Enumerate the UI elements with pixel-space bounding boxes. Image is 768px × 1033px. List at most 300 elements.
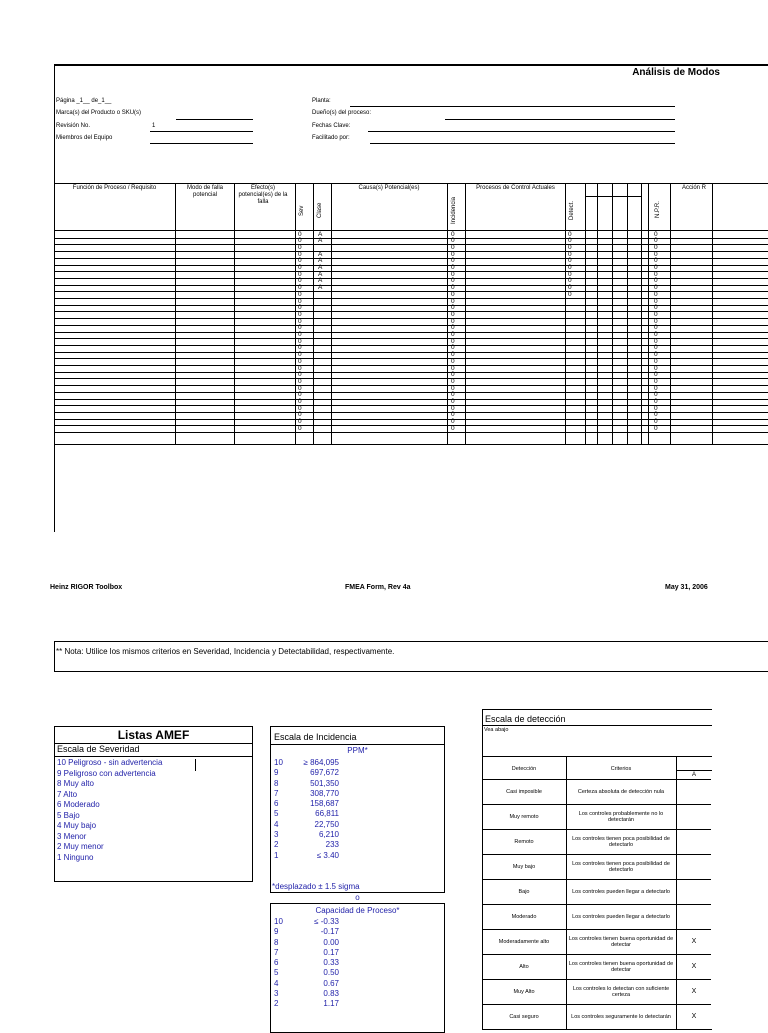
table-cell-inc[interactable]: 0: [451, 351, 455, 359]
table-cell-clase[interactable]: A: [318, 250, 323, 258]
scale-rank: 5: [274, 809, 279, 819]
table-cell-sev[interactable]: 0: [298, 351, 302, 359]
det-top-line: [482, 709, 712, 710]
col-header-controles: Procesos de Control Actuales: [476, 185, 555, 191]
det-cell-deteccion: Bajo: [518, 888, 530, 895]
capacidad-box: [270, 903, 445, 1033]
scale-value: ≤ -0.33: [314, 917, 339, 926]
scale-row: [274, 830, 424, 840]
table-cell-inc[interactable]: 0: [451, 237, 455, 245]
table-cell-det[interactable]: 0: [568, 284, 572, 292]
table-cell-sev[interactable]: 0: [298, 384, 302, 392]
det-col-criterios: Criterios: [610, 766, 632, 772]
table-cell-det[interactable]: 0: [568, 290, 572, 298]
table-cell-sev[interactable]: 0: [298, 398, 302, 405]
table-cell-npr[interactable]: 0: [654, 404, 658, 412]
field-revision-line: [150, 131, 253, 132]
table-row-line: [54, 291, 768, 292]
col-header-causa: Causa(s) Potencial(es): [358, 185, 420, 191]
table-cell-inc[interactable]: 0: [451, 364, 455, 372]
table-cell-inc[interactable]: 0: [451, 317, 455, 325]
footer-right: May 31, 2006: [665, 584, 708, 591]
det-cell-deteccion: Muy bajo: [512, 863, 536, 870]
table-cell-npr[interactable]: 0: [654, 290, 658, 298]
table-cell-sev[interactable]: 0: [298, 404, 302, 412]
table-row-line: [54, 271, 768, 272]
det-row: [482, 929, 711, 954]
incidencia-title-line: [271, 744, 444, 745]
table-cell-npr[interactable]: 0: [654, 324, 658, 332]
col-header-modo: Modo de falla potencial: [186, 185, 224, 198]
table-cell-npr[interactable]: 0: [654, 424, 658, 432]
scale-row: [274, 768, 424, 778]
scale-value: 6,210: [318, 830, 339, 840]
det-col3-line: [676, 770, 712, 771]
col-header-clase: Clase: [317, 202, 323, 218]
table-cell-inc[interactable]: 0: [451, 371, 455, 379]
field-fechas-line[interactable]: [368, 131, 675, 132]
scale-row: [274, 789, 424, 799]
ppm-list: [274, 758, 424, 861]
table-cell-sev[interactable]: 0: [298, 304, 302, 312]
table-row-line: [54, 392, 768, 393]
table-cell-inc[interactable]: 0: [451, 331, 455, 338]
scale-rank: 9: [274, 927, 279, 937]
scale-value: 0.17: [323, 947, 339, 957]
det-cell-deteccion: Muy Alto: [513, 988, 535, 995]
table-cell-clase[interactable]: A: [318, 277, 323, 285]
severidad-subtitle: Escala de Severidad: [57, 744, 140, 754]
table-cell-inc[interactable]: 0: [451, 257, 455, 265]
scale-rank: 4: [274, 819, 279, 829]
table-cell-npr[interactable]: 0: [654, 371, 658, 379]
col-header-detect: Detect.: [569, 200, 575, 220]
det-cell-criterio: Los controles tienen poca posibilidad de detectarlo: [572, 860, 670, 873]
table-cell-npr[interactable]: 0: [654, 317, 658, 325]
incidencia-box: [270, 726, 445, 893]
col-header-accion: Acción R: [682, 185, 707, 191]
table-row-line: [54, 244, 768, 245]
field-miembros-line[interactable]: [150, 143, 253, 144]
table-cell-npr[interactable]: 0: [654, 384, 658, 392]
table-cell-inc[interactable]: 0: [451, 418, 455, 426]
det-row: [482, 804, 711, 829]
incidencia-title: Escala de Incidencia: [274, 732, 357, 742]
scale-value: ≤ 3.40: [316, 850, 339, 860]
table-col-line: [648, 183, 649, 444]
table-row-line: [54, 365, 768, 366]
cap-list: [274, 917, 424, 1010]
scale-rank: 7: [274, 788, 279, 798]
det-row: [482, 854, 711, 879]
table-cell-sev[interactable]: 0: [298, 297, 302, 305]
det-row: [482, 904, 711, 929]
scale-rank: 10: [274, 917, 283, 926]
table-cell-npr[interactable]: 0: [654, 277, 658, 285]
det-cell-mark[interactable]: [676, 805, 712, 829]
table-cell-inc[interactable]: 0: [451, 310, 455, 318]
scale-value: 233: [325, 840, 339, 850]
deteccion-panel: [482, 709, 712, 1029]
det-cell-mark[interactable]: [676, 880, 712, 904]
table-cell-inc[interactable]: 0: [451, 230, 455, 238]
det-cell-deteccion: Casi imposible: [506, 788, 542, 795]
table-cell-det[interactable]: 0: [568, 237, 572, 245]
det-cell-deteccion: Moderado: [511, 913, 537, 920]
scale-row: [274, 958, 424, 968]
scale-value: 501,350: [310, 778, 339, 788]
table-row-line: [54, 358, 768, 359]
det-cell-mark[interactable]: X: [691, 962, 697, 970]
scale-rank: 2: [274, 999, 279, 1009]
table-cell-det[interactable]: 0: [568, 250, 572, 258]
scale-value: 0.00: [323, 937, 339, 947]
severity-item[interactable]: 5 Bajo: [57, 810, 80, 820]
severity-item[interactable]: 2 Muy menor: [57, 842, 104, 851]
table-cell-npr[interactable]: 0: [654, 357, 658, 365]
table-cell-det[interactable]: 0: [568, 264, 572, 271]
severity-item[interactable]: 10 Peligroso - sin advertencia: [57, 758, 163, 767]
scale-value: 0.33: [323, 958, 339, 968]
scale-rank: 3: [274, 830, 279, 840]
field-pagina-label: Página _1__ de_1__: [56, 98, 112, 104]
table-cell-inc[interactable]: 0: [451, 337, 455, 345]
table-col-line: [565, 183, 566, 444]
scale-row: [274, 927, 424, 937]
table-cell-sev[interactable]: 0: [298, 237, 302, 245]
table-cell-inc[interactable]: 0: [451, 398, 455, 405]
det-cell-mark[interactable]: [676, 830, 712, 854]
table-cell-clase[interactable]: A: [318, 284, 323, 292]
scale-rank: 9: [274, 768, 279, 778]
det-row: [482, 954, 711, 979]
table-cell-npr[interactable]: 0: [654, 310, 658, 318]
scale-row: [274, 758, 424, 768]
table-cell-inc[interactable]: 0: [451, 377, 455, 385]
det-cell-mark[interactable]: [676, 780, 712, 804]
table-row-line: [54, 251, 768, 252]
table-cell-sev[interactable]: 0: [298, 270, 302, 278]
table-cell-inc[interactable]: 0: [451, 290, 455, 298]
scale-rank: 10: [274, 758, 283, 767]
table-cell-sev[interactable]: 0: [298, 411, 302, 419]
table-row-line: [54, 338, 768, 339]
table-cell-npr[interactable]: 0: [654, 351, 658, 359]
table-cell-npr[interactable]: 0: [654, 391, 658, 399]
table-col-line: [54, 183, 55, 444]
severity-item[interactable]: 4 Muy bajo: [57, 821, 97, 830]
scale-row: [274, 799, 424, 809]
det-cell-deteccion: Moderadamente alto: [498, 938, 550, 945]
table-cell-npr[interactable]: 0: [654, 230, 658, 238]
det-title-line: [482, 725, 712, 726]
table-cell-sev[interactable]: 0: [298, 264, 302, 271]
table-col-line: [295, 183, 296, 444]
severity-item[interactable]: 3 Menor: [57, 831, 87, 841]
table-row-line: [54, 238, 768, 239]
table-row-line: [54, 325, 768, 326]
table-cell-npr[interactable]: 0: [654, 243, 658, 251]
det-cell-mark[interactable]: [676, 855, 712, 879]
table-cell-npr[interactable]: 0: [654, 337, 658, 345]
table-cell-sev[interactable]: 0: [298, 310, 302, 318]
table-cell-inc[interactable]: 0: [451, 264, 455, 271]
table-row-line: [54, 265, 768, 266]
ppm-header: PPM*: [347, 746, 368, 755]
table-cell-sev[interactable]: 0: [298, 364, 302, 372]
det-bottom-line: [482, 1029, 712, 1030]
table-cell-inc[interactable]: 0: [451, 324, 455, 332]
table-cell-sev[interactable]: 0: [298, 230, 302, 238]
scale-value: 308,770: [310, 788, 339, 798]
det-col-deteccion: Detección: [511, 766, 537, 772]
det-row: [482, 779, 711, 804]
table-row-line: [54, 372, 768, 373]
det-cell-criterio: Los controles tienen buena oportunidad de detectar: [568, 935, 674, 948]
table-row-line: [54, 258, 768, 259]
table-cell-sev[interactable]: 0: [298, 257, 302, 265]
scale-rank: 6: [274, 799, 279, 809]
severity-item[interactable]: 8 Muy alto: [57, 779, 94, 788]
ppm-note: *desplazado ± 1.5 sigma: [272, 882, 360, 891]
table-cell-clase[interactable]: A: [318, 270, 323, 278]
table-cell-inc[interactable]: 0: [451, 344, 455, 352]
table-cell-npr[interactable]: 0: [654, 284, 658, 292]
table-col-line: [712, 183, 713, 444]
table-cell-clase[interactable]: A: [318, 230, 323, 238]
scale-row: [274, 938, 424, 948]
table-cell-sev[interactable]: 0: [298, 344, 302, 352]
det-cell-criterio: Certeza absoluta de detección nula: [577, 788, 665, 795]
field-revision-label: Revisión No.: [56, 123, 91, 129]
table-cell-inc[interactable]: 0: [451, 270, 455, 278]
det-cell-criterio: Los controles probablemente no lo detectarán: [578, 810, 664, 823]
table-cell-sev[interactable]: 0: [298, 284, 302, 292]
det-row: [482, 979, 711, 1004]
table-cell-npr[interactable]: 0: [654, 331, 658, 338]
table-cell-det[interactable]: 0: [568, 277, 572, 285]
det-title: Escala de detección: [485, 714, 566, 724]
table-row-line: [54, 432, 768, 433]
det-row: [482, 879, 711, 904]
table-cell-inc[interactable]: 0: [451, 357, 455, 365]
det-col-a: A: [691, 772, 696, 778]
table-cell-npr[interactable]: 0: [654, 304, 658, 312]
table-cell-npr[interactable]: 0: [654, 297, 658, 305]
text-cursor: [195, 759, 196, 771]
table-col-line: [313, 183, 314, 444]
table-cell-sev[interactable]: 0: [298, 277, 302, 285]
table-cell-inc[interactable]: 0: [451, 391, 455, 399]
severity-item[interactable]: 7 Alto: [57, 789, 78, 799]
table-cell-inc[interactable]: 0: [451, 277, 455, 285]
table-cell-sev[interactable]: 0: [298, 391, 302, 399]
field-revision-value[interactable]: 1: [152, 123, 156, 129]
table-cell-sev[interactable]: 0: [298, 317, 302, 325]
cap-header: Capacidad de Proceso*: [315, 906, 400, 915]
table-row-line: [54, 278, 768, 279]
severity-item[interactable]: 9 Peligroso con advertencia: [57, 768, 156, 778]
note-left-border: [54, 641, 55, 671]
table-col-line: [447, 183, 448, 444]
table-cell-inc[interactable]: 0: [451, 284, 455, 292]
table-row-line: [54, 318, 768, 319]
table-header-bottom: [54, 230, 768, 231]
table-cell-sev[interactable]: 0: [298, 250, 302, 258]
table-row-line: [54, 399, 768, 400]
table-header-top: [54, 183, 768, 184]
table-cell-det[interactable]: 0: [568, 230, 572, 238]
listas-amef-title: Listas AMEF: [55, 727, 252, 744]
severidad-list: [57, 758, 162, 863]
table-cell-det[interactable]: 0: [568, 243, 572, 251]
det-row: [482, 1004, 711, 1029]
table-cell-sev[interactable]: 0: [298, 324, 302, 332]
det-cell-deteccion: Muy remoto: [509, 813, 539, 820]
det-cell-criterio: Los controles seguramente lo detectarán: [571, 1013, 671, 1020]
table-cell-inc[interactable]: 0: [451, 404, 455, 412]
table-cell-sev[interactable]: 0: [298, 371, 302, 379]
table-cell-det[interactable]: 0: [568, 257, 572, 265]
severity-item[interactable]: 6 Moderado: [57, 800, 100, 809]
table-row-line: [54, 285, 768, 286]
table-col-line: [641, 183, 642, 444]
table-cell-inc[interactable]: 0: [451, 243, 455, 251]
table-cell-npr[interactable]: 0: [654, 270, 658, 278]
det-cell-criterio: Los controles pueden llegar a detectarlo: [572, 888, 670, 895]
table-cell-npr[interactable]: 0: [654, 237, 658, 245]
scale-value: 0.50: [323, 968, 339, 978]
scale-row: [274, 917, 424, 927]
table-cell-inc[interactable]: 0: [451, 250, 455, 258]
scale-row: [274, 999, 424, 1009]
scale-value: 66,811: [315, 809, 339, 819]
det-cell-mark[interactable]: X: [691, 1012, 697, 1020]
table-cell-inc[interactable]: 0: [451, 411, 455, 419]
table-cell-npr[interactable]: 0: [654, 264, 658, 271]
or-label: o: [355, 893, 360, 902]
scale-rank: 4: [274, 978, 279, 988]
table-cell-sev[interactable]: 0: [298, 418, 302, 426]
table-cell-npr[interactable]: 0: [654, 364, 658, 372]
table-cell-sev[interactable]: 0: [298, 377, 302, 385]
field-fechas-label: Fechas Clave:: [312, 123, 351, 129]
table-cell-sev[interactable]: 0: [298, 357, 302, 365]
scale-value: -0.17: [320, 927, 339, 937]
table-cell-clase[interactable]: A: [318, 264, 323, 271]
table-row-line: [54, 412, 768, 413]
note-bottom-border: [54, 671, 768, 672]
table-cell-sev[interactable]: 0: [298, 424, 302, 432]
scale-row: [274, 840, 424, 850]
table-cell-inc[interactable]: 0: [451, 297, 455, 305]
table-cell-clase[interactable]: A: [318, 257, 323, 265]
table-cell-npr[interactable]: 0: [654, 418, 658, 426]
det-cell-criterio: Los controles tienen poca posibilidad de detectarlo: [572, 835, 670, 848]
detect-subgrid-line: [585, 196, 641, 197]
table-col-line: [612, 183, 613, 444]
table-col-line: [234, 183, 235, 444]
scale-row: [274, 989, 424, 999]
table-cell-npr[interactable]: 0: [654, 250, 658, 258]
table-cell-det[interactable]: 0: [568, 270, 572, 278]
scale-rank: 5: [274, 968, 279, 978]
table-col-line: [627, 183, 628, 444]
field-facilitado-label: Facilitado por:: [312, 135, 350, 141]
table-col-line: [670, 183, 671, 444]
table-cell-npr[interactable]: 0: [654, 344, 658, 352]
field-planta-line[interactable]: [350, 106, 675, 107]
form-top-border: [54, 64, 768, 66]
field-marca-label: Marca(s) del Producto o SKU(s): [56, 110, 142, 116]
severity-item[interactable]: 1 Ninguno: [57, 852, 94, 862]
table-cell-inc[interactable]: 0: [451, 304, 455, 312]
det-cell-criterio: Los controles lo detectan con suficiente certeza: [572, 985, 670, 998]
footer-center: FMEA Form, Rev 4a: [345, 584, 411, 591]
table-cell-npr[interactable]: 0: [654, 411, 658, 419]
table-cell-sev[interactable]: 0: [298, 337, 302, 345]
scale-value: ≥ 864,095: [303, 758, 339, 767]
scale-rank: 8: [274, 937, 279, 947]
col-header-efecto: Efecto(s) potencial(es) de la falla: [238, 185, 288, 205]
table-row-line: [54, 345, 768, 346]
field-facilitado-line[interactable]: [370, 143, 675, 144]
scale-value: 1.17: [323, 999, 339, 1009]
col-header-incidencia: Incidencia: [451, 196, 457, 224]
det-cell-mark[interactable]: X: [691, 937, 697, 945]
table-cell-npr[interactable]: 0: [654, 377, 658, 385]
det-cell-mark[interactable]: X: [691, 987, 697, 995]
scale-value: 0.83: [323, 989, 339, 999]
scale-rank: 7: [274, 947, 279, 957]
table-cell-sev[interactable]: 0: [298, 331, 302, 338]
det-cell-deteccion: Alto: [519, 963, 529, 970]
det-cell-deteccion: Remoto: [514, 838, 534, 845]
scale-rank: 8: [274, 778, 279, 788]
table-col-line: [585, 183, 586, 444]
table-cell-sev[interactable]: 0: [298, 290, 302, 298]
table-row-line: [54, 405, 768, 406]
scale-row: [274, 948, 424, 958]
table-col-line: [331, 183, 332, 444]
det-cell-criterio: Los controles tienen buena oportunidad de detectar: [568, 960, 674, 973]
scale-row: [274, 809, 424, 819]
table-cell-sev[interactable]: 0: [298, 243, 302, 251]
table-cell-npr[interactable]: 0: [654, 257, 658, 265]
scale-rank: 6: [274, 958, 279, 968]
table-row-line: [54, 352, 768, 353]
table-cell-inc[interactable]: 0: [451, 424, 455, 432]
table-cell-clase[interactable]: A: [318, 237, 323, 245]
det-head-top: [482, 756, 712, 757]
scale-value: 697,672: [310, 768, 339, 778]
col-header-sev: Sev: [299, 205, 305, 216]
table-cell-inc[interactable]: 0: [451, 384, 455, 392]
table-cell-npr[interactable]: 0: [654, 398, 658, 405]
det-cell-mark[interactable]: [676, 905, 712, 929]
scale-row: [274, 820, 424, 830]
table-row-line: [54, 385, 768, 386]
field-marca-line[interactable]: [176, 119, 253, 120]
field-dueno-line[interactable]: [445, 119, 675, 120]
table-row-line: [54, 425, 768, 426]
form-title: Análisis de Modos: [632, 67, 720, 78]
scale-rank: 2: [274, 840, 279, 850]
note-top-border: [54, 641, 768, 642]
table-col-line: [465, 183, 466, 444]
table-row-line: [54, 298, 768, 299]
scale-rank: 3: [274, 989, 279, 999]
